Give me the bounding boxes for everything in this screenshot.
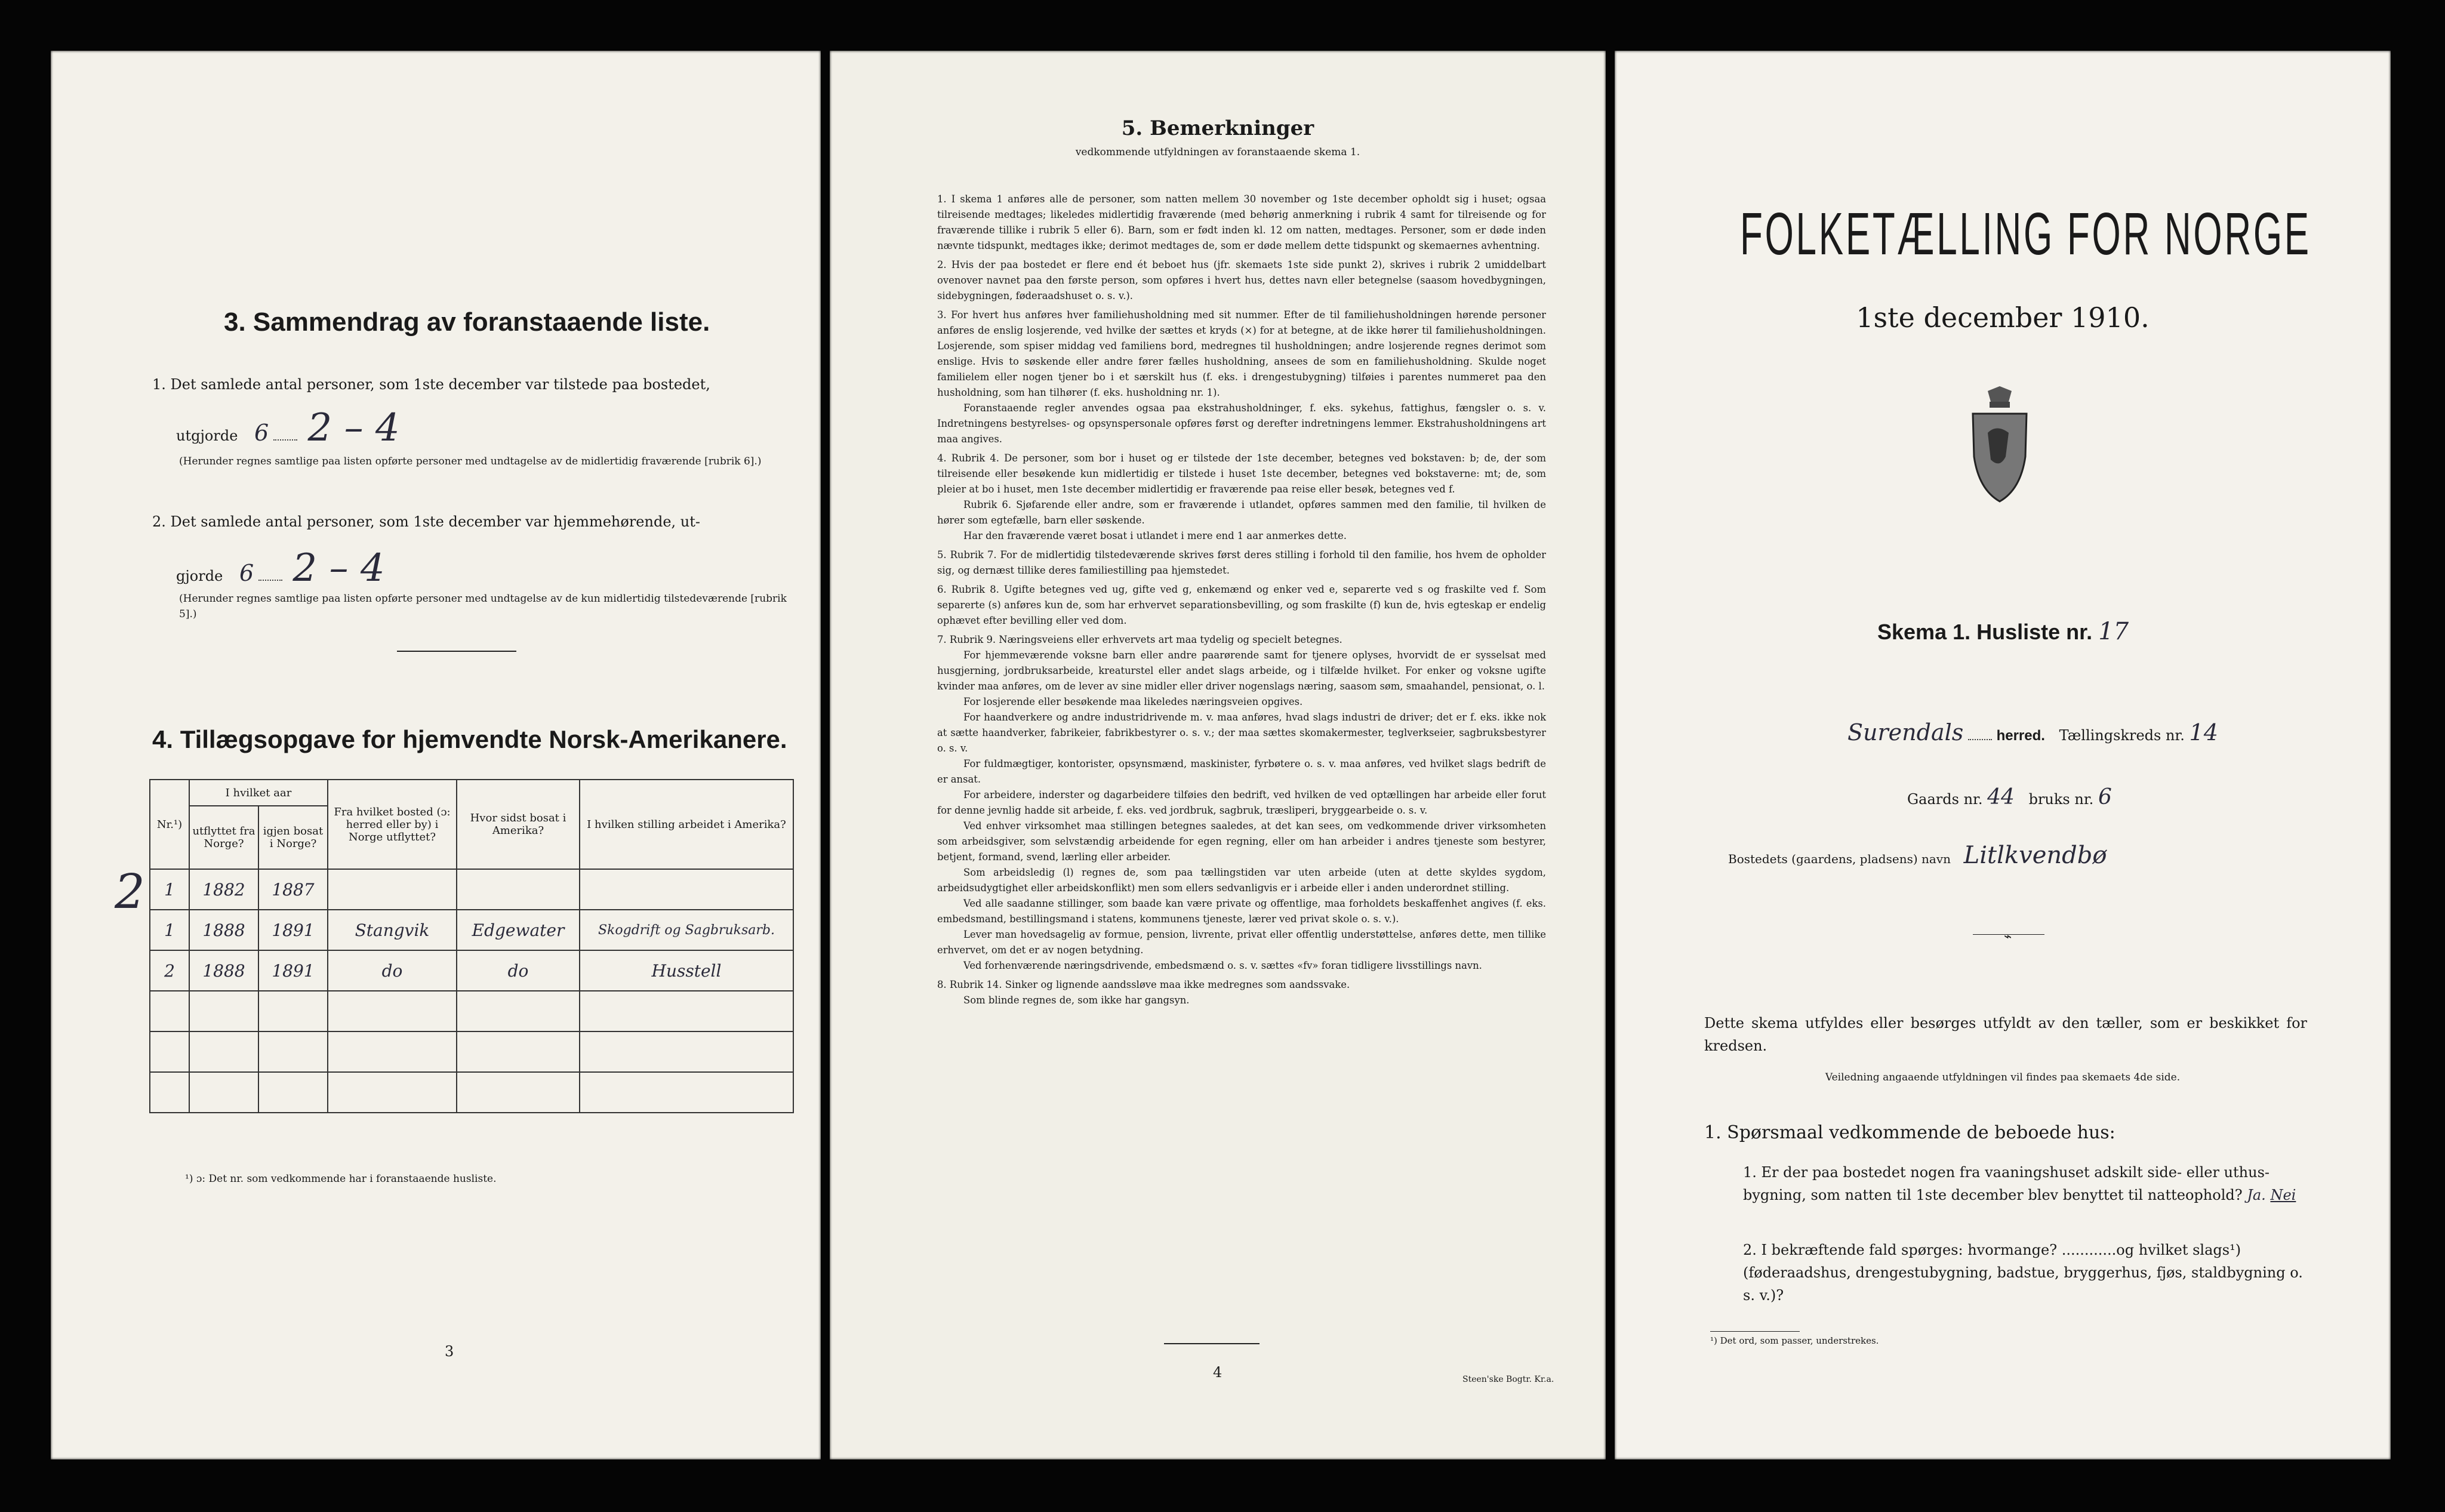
remark-paragraph: Foranstaaende regler anvendes ogsaa paa ekstrahusholdninger, f. eks. sykehus, fattighus, fængsler o. s. v. Indretningens bestyrelses- og opsynspersonale opføres først og derefter indretningens lemmer. Ekstrahusholdningens art maa angives.	[937, 402, 1546, 445]
row-nr-prefix: 2	[115, 864, 145, 919]
remark-paragraph: 2. Hvis der paa bostedet er flere end ét beboet hus (jfr. skemaets 1ste side punkt 2), skrives i rubrik 2 umiddelbart ovenover navnet paa den første person, som opføres i hvert hus, dettes navn eller betegnelse (saasom hovedbygningen, sidebygningen, føderaadshuset o. s. v.).	[937, 259, 1546, 301]
remark-paragraph: 6. Rubrik 8. Ugifte betegnes ved ug, gifte ved g, enkemænd og enker ved e, separerte ved s og fraskilte ved f. Som separerte (s) anføres kun de, som har erhvervet separationsbevilling, og som fraskilte (f) kun de, hvis egteskap er endelig ophævet efter bevilling eller ved dom.	[937, 584, 1546, 626]
remark-paragraph: For losjerende eller besøkende maa likeledes næringsveien opgives.	[963, 696, 1303, 707]
date: 1ste december 1910.	[1856, 301, 2150, 334]
instruction: Dette skema utfyldes eller besørges utfyldt av den tæller, som er beskikket for kredsen.	[1704, 1015, 2307, 1054]
table-row	[150, 1072, 793, 1113]
veiledning: Veiledning angaaende utfyldningen vil findes paa skemaets 4de side.	[1825, 1071, 2181, 1083]
item1-note: (Herunder regnes samtlige paa listen opførte personer med undtagelse av de midlertidig fraværende [rubrik 6].)	[179, 455, 762, 467]
divider	[1164, 1343, 1260, 1344]
col-utflyttet: utflyttet fra Norge?	[189, 806, 258, 869]
item1-utgjorde: utgjorde 6 2 – 4	[176, 406, 400, 450]
bemerkninger-title: 5. Bemerkninger	[1121, 116, 1314, 140]
item2-note: (Herunder regnes samtlige paa listen opførte personer med undtagelse av de kun midlertidig tilstedeværende [rubrik 5].)	[179, 593, 787, 620]
item1-value2: 2 – 4	[307, 406, 400, 450]
remark-paragraph: 8. Rubrik 14. Sinker og lignende aandssløve maa ikke medregnes som aandssvake.	[937, 979, 1350, 990]
question-1: 1. Er der paa bostedet nogen fra vaaningshuset adskilt side- eller uthus-bygning, som natten til 1ste december blev benyttet til natteophold? Ja. Nei	[1743, 1164, 2296, 1203]
footnote: ¹) ɔ: Det nr. som vedkommende har i foranstaaende husliste.	[185, 1173, 497, 1185]
herred-value: Surendals	[1847, 719, 1964, 746]
col-nr: Nr.¹)	[150, 780, 189, 869]
coat-of-arms-icon	[1961, 385, 2038, 504]
remark-paragraph: Som blinde regnes de, som ikke har gangsyn.	[963, 994, 1190, 1006]
kreds-value: 14	[2189, 719, 2218, 746]
question-header: 1. Spørsmaal vedkommende de beboede hus:	[1704, 1122, 2115, 1143]
table-row	[150, 991, 793, 1031]
remark-paragraph: Lever man hovedsagelig av formue, pension, livrente, privat eller offentlig understøttelse, anføres dette, men tillike erhvervet, om det er av nogen betydning.	[937, 929, 1546, 956]
bosted-line: Bostedets (gaardens, pladsens) navn Litlkvendbø	[1728, 842, 2107, 869]
remark-paragraph: 4. Rubrik 4. De personer, som bor i huset og er tilstede der 1ste december, betegnes ved bokstaven: b; de, der som tilreisende eller besøkende kun midlertidig er tilstede i huset 1ste december, betegnes ved bokstaverne: mt; de, som pleier at bo i huset, men 1ste december midlertidig er fraværende paa reise eller besøk, betegnes ved f.	[937, 452, 1546, 495]
page-4	[830, 51, 1606, 1459]
remark-paragraph: For haandverkere og andre industridrivende m. v. maa anføres, hvad slags industri de driver; det er f. eks. ikke nok at sætte haandverker, fabrikeier, fabrikbestyrer o. s. v.; der maa sættes skomakermester, teglverkseier, sagbruksbestyrer o. s. v.	[937, 712, 1546, 754]
remark-paragraph: For fuldmægtiger, kontorister, opsynsmænd, maskinister, fyrbøtere o. s. v. maa anføres, ved hvilket slags bedrift de er ansat.	[937, 758, 1546, 785]
remark-paragraph: Ved alle saadanne stillinger, som baade kan være private og offentlige, maa forholdets beskaffenhet angives (f. eks. embedsmand, bestillingsmand i statens, kommunens tjeneste, lærer ved privat skole o. s. v.).	[937, 898, 1546, 925]
footnote: ¹) Det ord, som passer, understrekes.	[1710, 1335, 1879, 1346]
skema-label: Skema 1. Husliste nr. 17	[1877, 618, 2129, 645]
item2-text: 2. Det samlede antal personer, som 1ste december var hjemmehørende, ut-	[152, 513, 700, 530]
herred-line: Surendals herred. Tællingskreds nr. 14	[1847, 719, 2218, 746]
remark-paragraph: Som arbeidsledig (l) regnes de, som paa tællingstiden var uten arbeide (uten at dette skyldes sygdom, arbeidsudygtighet eller arbeidskonflikt) men som ellers sedvanligvis er i arbeide eller i anden underordnet stilling.	[937, 867, 1546, 894]
printer-mark: Steen'ske Bogtr. Kr.a.	[1462, 1375, 1554, 1384]
page-1	[1615, 51, 2391, 1459]
page-3	[51, 51, 821, 1459]
col-sidst-bosat: Hvor sidst bosat i Amerika?	[457, 780, 580, 869]
question-2: 2. I bekræftende fald spørges: hvormange? ............og hvilket slags¹) (føderaadshus, drengestubygning, badstue, bryggerhus, fjøs, staldbygning o. s. v.)?	[1743, 1242, 2303, 1304]
remark-paragraph: 7. Rubrik 9. Næringsveiens eller erhvervets art maa tydelig og specielt betegnes.	[937, 634, 1342, 645]
bemerkninger-text	[937, 188, 1546, 1008]
item2-utgjorde: gjorde 6 2 – 4	[176, 546, 385, 590]
col-group-year: I hvilket aar	[189, 780, 328, 806]
col-igjen: igjen bosat i Norge?	[258, 806, 328, 869]
remark-paragraph: 1. I skema 1 anføres alle de personer, som natten mellem 30 november og 1ste december opholdt sig i huset; ogsaa tilreisende medtages; likeledes midlertidig fraværende (med behørig anmerkning i rubrik 4 samt for tilreisende og for fraværende tillike i rubrik 5 eller 6). Barn, som er født inden kl. 12 om natten, medtages. Personer, som er døde inden nævnte tidspunkt, medtages ikke; derimot medtages de, som er døde mellem dette tidspunkt og skemaernes avhentning.	[937, 193, 1546, 251]
remark-paragraph: Ved forhenværende næringsdrivende, embedsmænd o. s. v. sættes «fv» foran tidligere livsstillings navn.	[963, 960, 1482, 971]
gaards-value: 44	[1987, 785, 2015, 809]
husliste-nr: 17	[2098, 618, 2129, 645]
item1-value1: 6	[254, 420, 269, 446]
table-row: 2 1 1882 1887	[150, 869, 793, 910]
bosted-value: Litlkvendbø	[1963, 842, 2107, 869]
page-number: 3	[445, 1343, 454, 1360]
remark-paragraph: Ved enhver virksomhet maa stillingen betegnes saaledes, at det kan sees, om vedkommende driver virksomheten som arbeidsgiver, som selvstændig arbeidende for egen regning, eller om han arbeider i andres tjeneste som bestyrer, betjent, formand, svend, lærling eller arbeider.	[937, 820, 1546, 863]
divider	[1710, 1331, 1800, 1332]
item2-value2: 2 – 4	[292, 546, 385, 590]
remark-paragraph: Rubrik 6. Sjøfarende eller andre, som er fraværende i utlandet, opføres sammen med den familie, til hvilken de hører som egtefælle, barn eller søskende.	[937, 499, 1546, 526]
table-row: 2 1888 1891 do do Husstell	[150, 950, 793, 991]
col-fra-bosted: Fra hvilket bosted (ɔ: herred eller by) i Norge utflyttet?	[328, 780, 457, 869]
remark-paragraph: 3. For hvert hus anføres hver familiehusholdning med sit nummer. Efter de til familiehusholdningen hørende personer anføres de enslig losjerende, ved hvilke der sættes et kryds (×) for at betegne, at de ikke hører til familiehusholdningen. Losjerende, som spiser middag ved familiens bord, medregnes til husholdningen; andre losjerende regnes derimot som enslige. Hvis to søskende eller andre fører fælles husholdning, ansees de som en familiehusholdning. Skulde noget familielem eller nogen tjener bo i et særskilt hus (f. eks. i drengestubygning) tilføies i parentes nummeret paa den husholdning, som han tilhører (f. eks. husholdning nr. 1).	[937, 309, 1546, 398]
item2-value1: 6	[239, 560, 254, 586]
table-row: 1 1888 1891 Stangvik Edgewater Skogdrift og Sagbruksarb.	[150, 910, 793, 950]
section4-title: 4. Tillægsopgave for hjemvendte Norsk-Amerikanere.	[152, 725, 787, 753]
item1-text: 1. Det samlede antal personer, som 1ste december var tilstede paa bostedet,	[152, 376, 710, 393]
remark-paragraph: Har den fraværende været bosat i utlandet i mere end 1 aar anmerkes dette.	[963, 530, 1347, 541]
norsk-amerikanere-table	[115, 779, 794, 1113]
ornament-icon: ⌁	[2004, 929, 2012, 944]
gaards-line: Gaards nr. 44 bruks nr. 6	[1907, 785, 2112, 809]
remark-paragraph: For arbeidere, inderster og dagarbeidere tilføies den bedrift, ved hvilken de ved optællingen har arbeide eller forut for denne jevnlig hadde sit arbeide, f. eks. ved jordbruk, sagbruk, træsliperi, bryggearbeide o. s. v.	[937, 789, 1546, 816]
page-number: 4	[1213, 1364, 1222, 1381]
remark-paragraph: For hjemmeværende voksne barn eller andre paarørende samt for tjenere oplyses, hvorvidt de er sysselsat med husgjerning, jordbruksarbeide, kreaturstel eller andet slags arbeide, og i tilfælde hvilket. For enker og voksne ugifte kvinder maa anføres, om de lever av sine midler eller driver nogenslags næring, saasom søm, smaahandel, pensionat, o. l.	[937, 649, 1546, 692]
remark-paragraph: 5. Rubrik 7. For de midlertidig tilstedeværende skrives først deres stilling i forhold til den familie, hos hvem de opholder sig, og dernæst tillike deres familiestilling paa hjemstedet.	[937, 549, 1546, 576]
section3-title: 3. Sammendrag av foranstaaende liste.	[224, 307, 710, 337]
main-title: FOLKETÆLLING FOR NORGE	[1740, 201, 2311, 267]
table-row	[150, 1031, 793, 1072]
col-stilling: I hvilken stilling arbeidet i Amerika?	[580, 780, 793, 869]
bruks-value: 6	[2098, 785, 2112, 809]
cell-utflyttet: 1882	[189, 869, 258, 910]
bemerkninger-subtitle: vedkommende utfyldningen av foranstaaende skema 1.	[1075, 146, 1360, 158]
divider	[397, 651, 516, 652]
cell-igjen: 1887	[258, 869, 328, 910]
